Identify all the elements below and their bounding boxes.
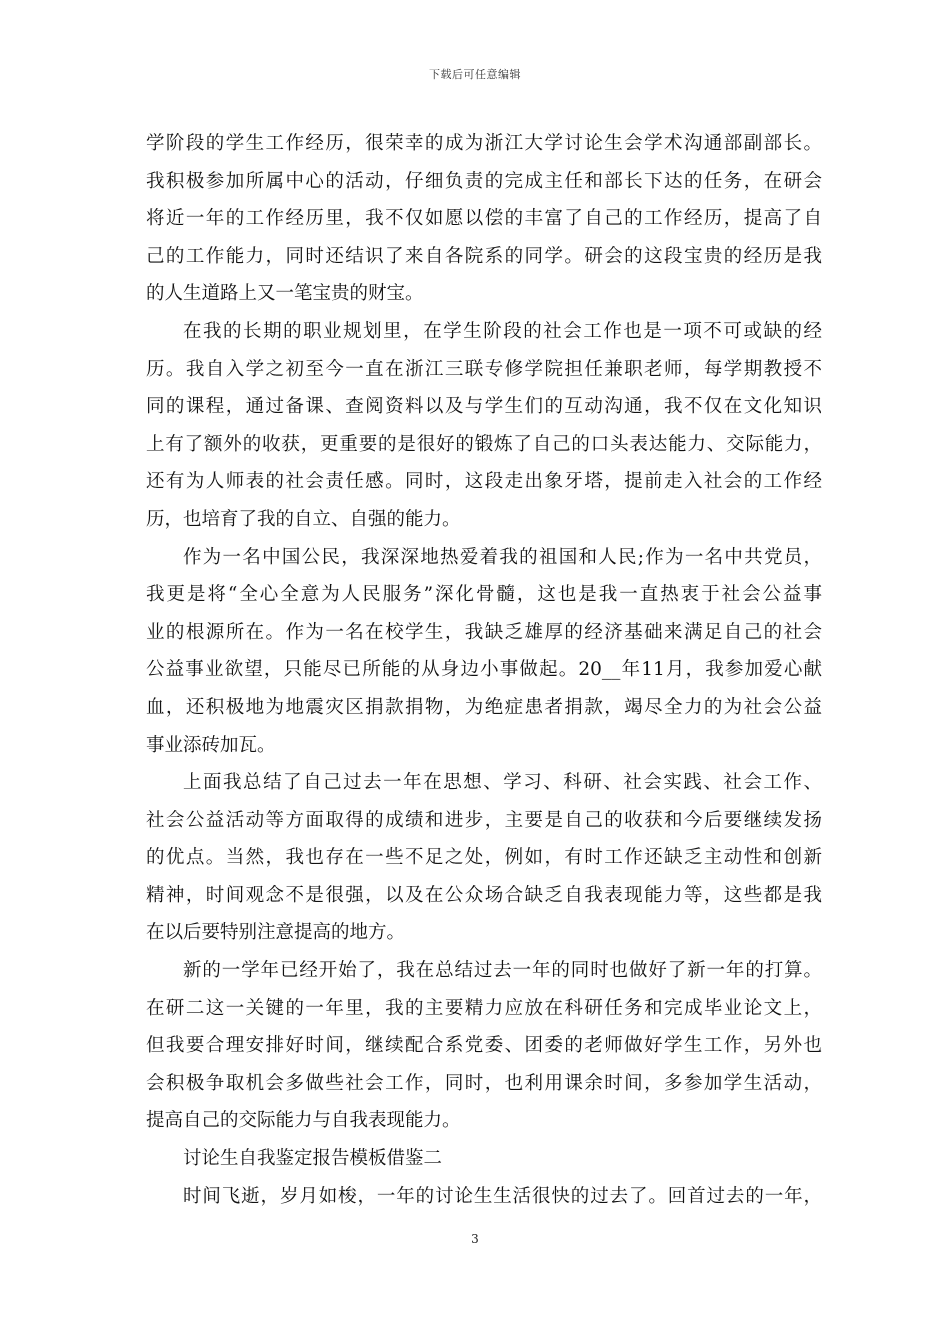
text-line: 作为一名中国公民，我深深地热爱着我的祖国和人民;作为一名中共党员， — [183, 546, 822, 568]
text-line: 业的根源所在。作为一名在校学生，我缺乏雄厚的经济基础来满足自己的社会 — [146, 621, 822, 643]
text-line: 在研二这一关键的一年里，我的主要精力应放在科研任务和完成毕业论文上， — [146, 997, 822, 1019]
page-number: 3 — [471, 1232, 479, 1246]
document-body — [146, 125, 822, 1215]
text-line: 己的工作能力，同时还结识了来自各院系的同学。研会的这段宝贵的经历是我 — [146, 245, 822, 267]
text-line: 学阶段的学生工作经历，很荣幸的成为浙江大学讨论生会学术沟通部副部长。 — [146, 133, 822, 154]
text-line: 将近一年的工作经历里，我不仅如愿以偿的丰富了自己的工作经历，提高了自 — [146, 208, 822, 230]
text-line: 公益事业欲望，只能尽已所能的从身边小事做起。20__年11月，我参加爱心献 — [146, 659, 822, 681]
text-line: 在我的长期的职业规划里，在学生阶段的社会工作也是一项不可或缺的经 — [183, 320, 822, 342]
text-line: 上面我总结了自己过去一年在思想、学习、科研、社会实践、社会工作、 — [183, 772, 822, 794]
text-line: 我积极参加所属中心的活动，仔细负责的完成主任和部长下达的任务，在研会 — [146, 170, 822, 192]
text-line: 社会公益活动等方面取得的成绩和进步，主要是自己的收获和今后要继续发扬 — [146, 809, 822, 831]
text-line: 事业添砖加瓦。 — [146, 734, 276, 756]
text-line: 的人生道路上又一笔宝贵的财宝。 — [146, 283, 424, 305]
text-line: 同的课程，通过备课、查阅资料以及与学生们的互动沟通，我不仅在文化知识 — [146, 396, 822, 418]
text-line: 历，也培育了我的自立、自强的能力。 — [146, 508, 461, 530]
text-line: 提高自己的交际能力与自我表现能力。 — [146, 1110, 461, 1132]
text-line: 在以后要特别注意提高的地方。 — [146, 922, 406, 944]
text-line: 时间飞逝，岁月如梭，一年的讨论生生活很快的过去了。回首过去的一年， — [183, 1185, 822, 1207]
text-line: 的优点。当然，我也存在一些不足之处，例如，有时工作还缺乏主动性和创新 — [146, 847, 822, 869]
text-line: 新的一学年已经开始了，我在总结过去一年的同时也做好了新一年的打算。 — [183, 960, 822, 982]
text-line: 上有了额外的收获，更重要的是很好的锻炼了自己的口头表达能力、交际能力， — [146, 433, 822, 455]
text-line: 历。我自入学之初至今一直在浙江三联专修学院担任兼职老师，每学期教授不 — [146, 358, 822, 380]
section-heading: 讨论生自我鉴定报告模板借鉴二 — [183, 1148, 443, 1170]
text-line: 会积极争取机会多做些社会工作，同时，也利用课余时间，多参加学生活动， — [146, 1072, 822, 1094]
text-line: 还有为人师表的社会责任感。同时，这段走出象牙塔，提前走入社会的工作经 — [146, 471, 822, 493]
text-line: 精神，时间观念不是很强，以及在公众场合缺乏自我表现能力等，这些都是我 — [146, 884, 822, 906]
page-header: 下载后可任意编辑 — [429, 68, 521, 81]
text-line: 但我要合理安排好时间，继续配合系党委、团委的老师做好学生工作，另外也 — [146, 1035, 822, 1057]
text-line: 血，还积极地为地震灾区捐款捐物，为绝症患者捐款，竭尽全力的为社会公益 — [146, 696, 822, 718]
text-line: 我更是将“全心全意为人民服务”深化骨髓，这也是我一直热衷于社会公益事 — [146, 584, 822, 606]
